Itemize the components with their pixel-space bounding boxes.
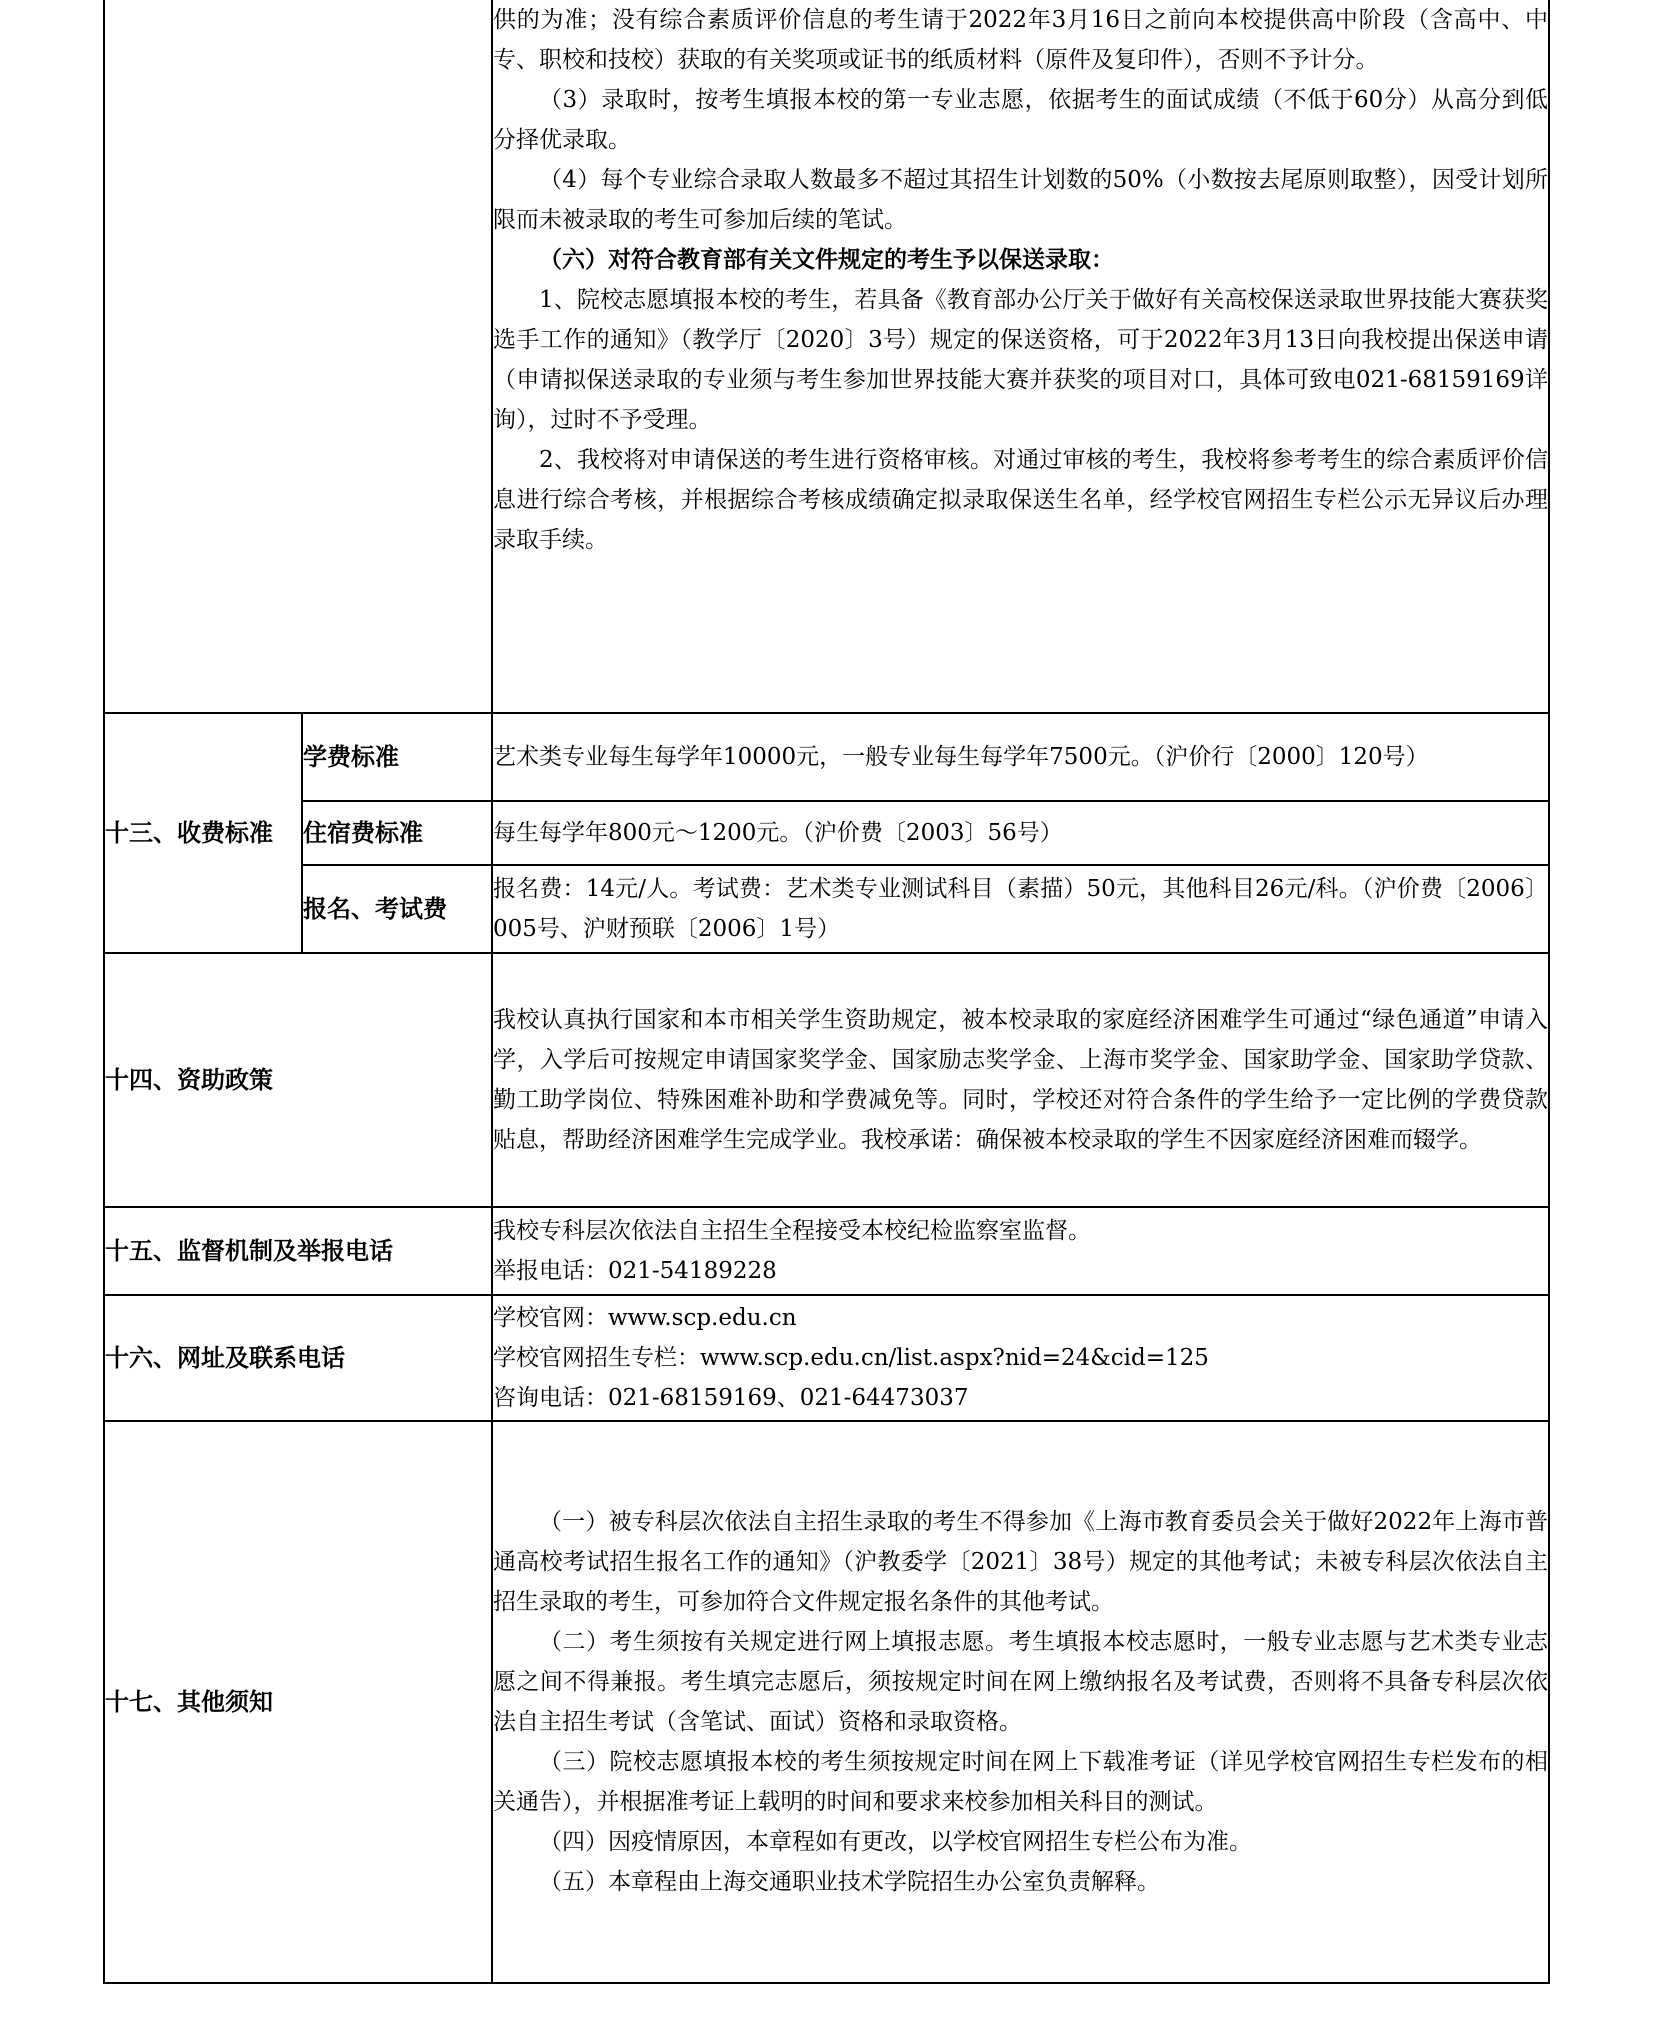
admission-continued-content — [492, 0, 1549, 713]
document-page — [103, 0, 1550, 1984]
note-3: （三）院校志愿填报本校的考生须按规定时间在网上下载准考证（详见学校官网招生专栏发布的相关通告），并根据准考证上载明的时间和要求来校参加相关科目的测试。 — [493, 1749, 1548, 1815]
row-admission-continued — [104, 0, 1549, 713]
consult-phone: 咨询电话：021-68159169、021-64473037 — [493, 1385, 969, 1411]
tuition-content: 艺术类专业每生每学年10000元，一般专业每生每学年7500元。（沪价行〔2000〕120号） — [492, 713, 1549, 801]
report-phone: 举报电话：021-54189228 — [493, 1258, 777, 1284]
row-fee-housing — [104, 801, 1549, 865]
admission-column-url: 学校官网招生专栏：www.scp.edu.cn/list.aspx?nid=24&cid=125 — [493, 1345, 1209, 1371]
school-website: 学校官网：www.scp.edu.cn — [493, 1305, 797, 1331]
sublabel-exam-fee: 报名、考试费 — [302, 865, 492, 953]
heading-recommended-admission: （六）对符合教育部有关文件规定的考生予以保送录取： — [539, 246, 1114, 273]
row-notes — [104, 1421, 1549, 1983]
paragraph-recommend-2: 2、我校将对申请保送的考生进行资格审核。对通过审核的考生，我校将参考考生的综合素质评价信息进行综合考核，并根据综合考核成绩确定拟录取保送生名单，经学校官网招生专栏公示无异议后办理录取手续。 — [493, 447, 1548, 553]
note-5: （五）本章程由上海交通职业技术学院招生办公室负责解释。 — [539, 1869, 1160, 1895]
section-label-fees: 十三、收费标准 — [104, 713, 302, 953]
note-1: （一）被专科层次依法自主招生录取的考生不得参加《上海市教育委员会关于做好2022年上海市普通高校考试招生报名工作的通知》（沪教委学〔2021〕38号）规定的其他考试；未被专科层次依法自主招生录取的考生，可参加符合文件规定报名条件的其他考试。 — [493, 1509, 1548, 1615]
sublabel-housing: 住宿费标准 — [302, 801, 492, 865]
row-contact — [104, 1295, 1549, 1421]
row-fee-tuition — [104, 713, 1549, 801]
empty-label-cell — [104, 0, 492, 713]
section-label-contact: 十六、网址及联系电话 — [104, 1295, 492, 1421]
admission-rules-table — [103, 0, 1550, 1984]
supervision-statement: 我校专科层次依法自主招生全程接受本校纪检监察室监督。 — [493, 1218, 1091, 1244]
note-2: （二）考生须按有关规定进行网上填报志愿。考生填报本校志愿时，一般专业志愿与艺术类专业志愿之间不得兼报。考生填完志愿后，须按规定时间在网上缴纳报名及考试费，否则将不具备专科层次依法自主招生考试（含笔试、面试）资格和录取资格。 — [493, 1629, 1548, 1735]
notes-content — [492, 1421, 1549, 1983]
paragraph-admission-3: （3）录取时，按考生填报本校的第一专业志愿，依据考生的面试成绩（不低于60分）从高分到低分择优录取。 — [493, 87, 1548, 153]
aid-content: 我校认真执行国家和本市相关学生资助规定，被本校录取的家庭经济困难学生可通过“绿色通道”申请入学，入学后可按规定申请国家奖学金、国家励志奖学金、上海市奖学金、国家助学金、国家助学贷款、勤工助学岗位、特殊困难补助和学费减免等。同时，学校还对符合条件的学生给予一定比例的学费贷款贴息，帮助经济困难学生完成学业。我校承诺：确保被本校录取的学生不因家庭经济困难而辍学。 — [492, 953, 1549, 1207]
section-label-notes: 十七、其他须知 — [104, 1421, 492, 1983]
row-supervision — [104, 1207, 1549, 1295]
housing-content: 每生每学年800元～1200元。（沪价费〔2003〕56号） — [492, 801, 1549, 865]
row-fee-exam — [104, 865, 1549, 953]
section-label-aid: 十四、资助政策 — [104, 953, 492, 1207]
sublabel-tuition: 学费标准 — [302, 713, 492, 801]
paragraph-admission-4: （4）每个专业综合录取人数最多不超过其招生计划数的50%（小数按去尾原则取整），因受计划所限而未被录取的考生可参加后续的笔试。 — [493, 167, 1548, 233]
paragraph-recommend-1: 1、院校志愿填报本校的考生，若具备《教育部办公厅关于做好有关高校保送录取世界技能大赛获奖选手工作的通知》（教学厅〔2020〕3号）规定的保送资格，可于2022年3月13日向我校提出保送申请（申请拟保送录取的专业须与考生参加世界技能大赛并获奖的项目对口，具体可致电021-68159169详询），过时不予受理。 — [493, 287, 1548, 433]
row-aid — [104, 953, 1549, 1207]
note-4: （四）因疫情原因，本章程如有更改，以学校官网招生专栏公布为准。 — [539, 1829, 1252, 1855]
paragraph-score-materials: 供的为准；没有综合素质评价信息的考生请于2022年3月16日之前向本校提供高中阶段（含高中、中专、职校和技校）获取的有关奖项或证书的纸质材料（原件及复印件），否则不予计分。 — [493, 7, 1548, 73]
exam-fee-content: 报名费：14元/人。考试费：艺术类专业测试科目（素描）50元，其他科目26元/科。（沪价费〔2006〕005号、沪财预联〔2006〕1号） — [492, 865, 1549, 953]
supervision-content — [492, 1207, 1549, 1295]
section-label-supervision: 十五、监督机制及举报电话 — [104, 1207, 492, 1295]
contact-content — [492, 1295, 1549, 1421]
